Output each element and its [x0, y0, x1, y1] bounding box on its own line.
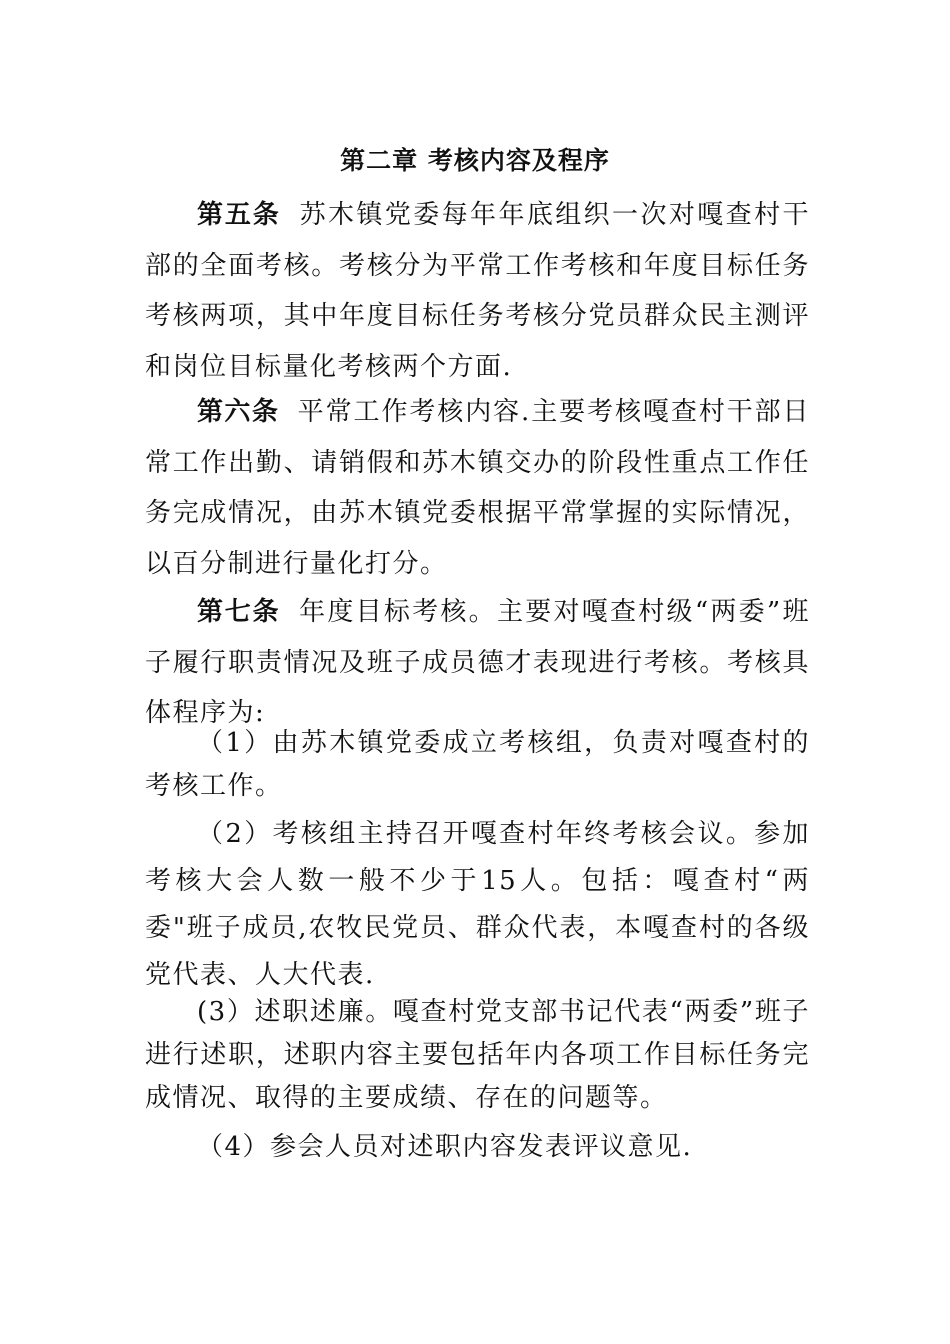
article-label: 第七条 [197, 597, 281, 627]
article-text: 苏木镇党委每年年底组织一次对嘎查村干部的全面考核。考核分为平常工作考核和年度目标任务考核两项，其中年度目标任务考核分党员群众民主测评和岗位目标量化考核两个方面. [145, 200, 810, 382]
article-5 [145, 190, 810, 392]
article-label: 第六条 [197, 397, 280, 427]
article-7 [145, 587, 810, 739]
article-text: 年度目标考核。主要对嘎查村级“两委”班子履行职责情况及班子成员德才表现进行考核。考核具体程序为: [145, 597, 810, 728]
article-text: 平常工作考核内容.主要考核嘎查村干部日常工作出勤、请销假和苏木镇交办的阶段性重点工作任务完成情况，由苏木镇党委根据平常掌握的实际情况，以百分制进行量化打分。 [145, 397, 810, 579]
article-6 [145, 387, 810, 589]
article-label: 第五条 [197, 200, 281, 230]
procedure-item-1: （1）由苏木镇党委成立考核组，负责对嘎查村的考核工作。 [145, 728, 810, 801]
procedure-item-3: (3）述职述廉。嘎查村党支部书记代表“两委”班子进行述职，述职内容主要包括年内各项工作目标任务完成情况、取得的主要成绩、存在的问题等。 [145, 997, 810, 1113]
procedure-item-4: （4）参会人员对述职内容发表评议意见. [197, 1132, 693, 1162]
chapter-title: 第二章 考核内容及程序 [340, 146, 610, 175]
procedure-item-2: （2）考核组主持召开嘎查村年终考核会议。参加考核大会人数一般不少于15人。包括：嘎查村“两委"班子成员,农牧民党员、群众代表，本嘎查村的各级党代表、人大代表. [145, 819, 810, 990]
